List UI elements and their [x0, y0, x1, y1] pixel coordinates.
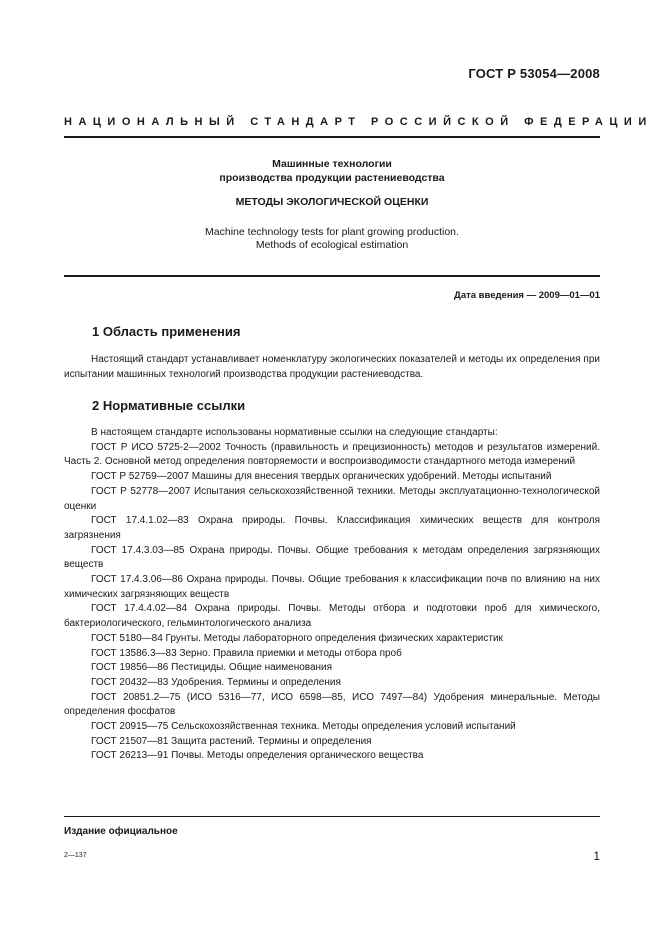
- print-code: 2—137: [64, 852, 87, 859]
- introduction-date: Дата введения — 2009—01—01: [454, 290, 600, 301]
- reference-item: ГОСТ 19856—86 Пестициды. Общие наименования: [91, 662, 333, 674]
- reference-item: ГОСТ 21507—81 Защита растений. Термины и определения: [91, 735, 372, 747]
- reference-item: ГОСТ 17.4.3.03—85 Охрана природы. Почвы. Общие требования к методам определения загрязняющих веществ: [64, 544, 600, 571]
- reference-item: ГОСТ Р ИСО 5725-2—2002 Точность (правильность и прецизионность) методов и результатов измерений. Часть 2. Основной метод определения повторяемости и воспроизводимости стандартного метода измерений: [64, 441, 600, 468]
- title-english-1: Machine technology tests for plant growing production.: [205, 226, 459, 238]
- section-1-text: Настоящий стандарт устанавливает номенклатуру экологических показателей и методы их определения при испытании машинных технологий производства продукции растениеводства.: [64, 354, 600, 380]
- title-line-2: производства продукции растениеводства: [219, 172, 445, 184]
- document-number: ГОСТ Р 53054—2008: [468, 66, 600, 81]
- title-divider: [64, 275, 600, 277]
- section-1-heading: 1 Область применения: [92, 324, 241, 339]
- reference-item: ГОСТ 17.4.4.02—84 Охрана природы. Почвы. Методы отбора и подготовки проб для химического, бактериологического, гельминтологического анализа: [64, 603, 600, 630]
- reference-item: ГОСТ 26213—91 Почвы. Методы определения органического вещества: [91, 750, 424, 762]
- reference-item: ГОСТ Р 52759—2007 Машины для внесения твердых органических удобрений. Методы испытаний: [91, 471, 552, 483]
- title-english-2: Methods of ecological estimation: [255, 239, 409, 251]
- reference-item: ГОСТ 20851.2—75 (ИСО 5316—77, ИСО 6598—85, ИСО 7497—84) Удобрения минеральные. Методы определения фосфатов: [64, 691, 600, 718]
- title-line-1: Машинные технологии: [272, 158, 392, 170]
- section-2-heading: 2 Нормативные ссылки: [92, 398, 246, 413]
- reference-item: ГОСТ 20915—75 Сельскохозяйственная техника. Методы определения условий испытаний: [91, 721, 516, 733]
- reference-item: ГОСТ 20432—83 Удобрения. Термины и определения: [91, 676, 341, 688]
- reference-item: ГОСТ 5180—84 Грунты. Методы лабораторного определения физических характеристик: [91, 632, 503, 644]
- top-divider: [64, 136, 600, 138]
- references-list: [64, 426, 600, 764]
- reference-item: ГОСТ 17.4.3.06—86 Охрана природы. Почвы. Общие требования к классификации почв по влиянию на них химических загрязняющих веществ: [64, 574, 600, 600]
- official-edition-label: Издание официальное: [64, 826, 178, 837]
- references-intro: В настоящем стандарте использованы нормативные ссылки на следующие стандарты:: [91, 427, 498, 438]
- page-number: 1: [593, 849, 600, 863]
- national-standard-banner: НАЦИОНАЛЬНЫЙ СТАНДАРТ РОССИЙСКОЙ ФЕДЕРАЦИИ: [64, 116, 653, 128]
- reference-item: ГОСТ 17.4.1.02—83 Охрана природы. Почвы. Классификация химических веществ для контроля загрязнения: [64, 515, 600, 541]
- title-main: МЕТОДЫ ЭКОЛОГИЧЕСКОЙ ОЦЕНКИ: [235, 196, 429, 208]
- reference-item: ГОСТ 13586.3—83 Зерно. Правила приемки и методы отбора проб: [91, 647, 402, 659]
- reference-item: ГОСТ Р 52778—2007 Испытания сельскохозяйственной техники. Методы эксплуатационно-технологической оценки: [64, 485, 600, 512]
- footer-divider: [64, 816, 600, 817]
